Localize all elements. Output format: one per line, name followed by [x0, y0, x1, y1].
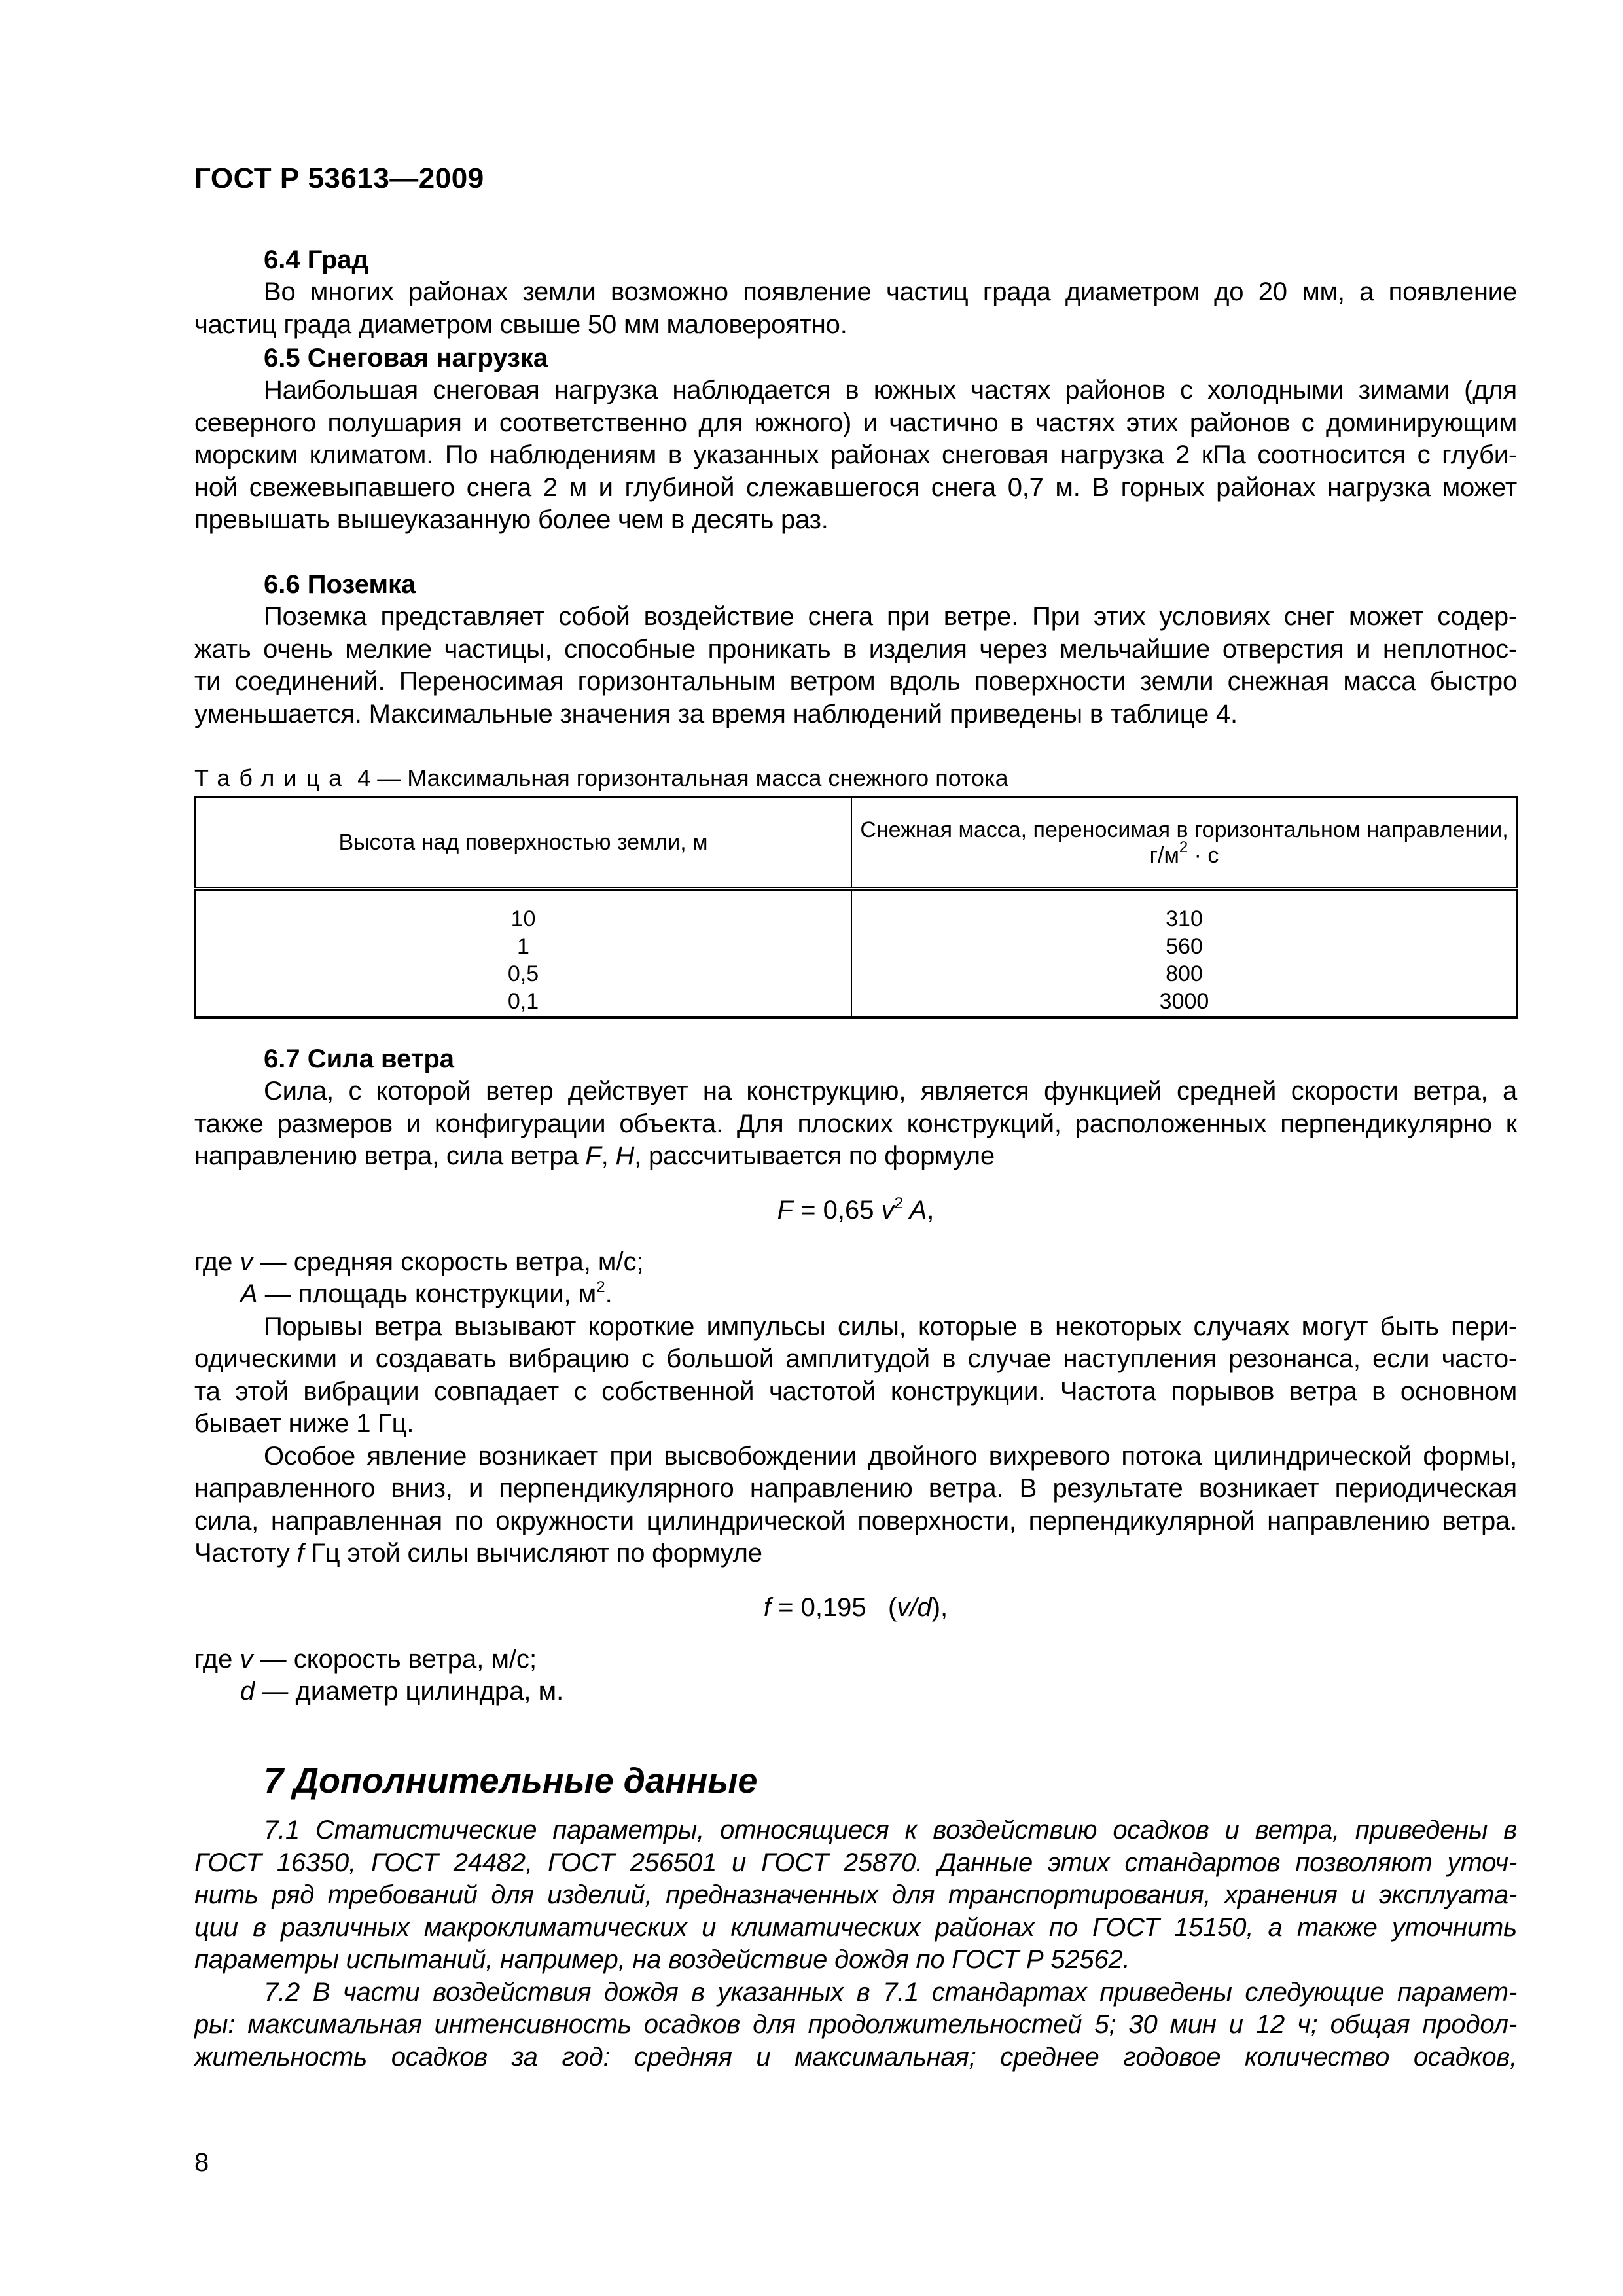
table-cell: 10	[510, 906, 536, 931]
formula-wind-force	[194, 1194, 1517, 1227]
snow-mass-values	[851, 889, 1517, 1018]
variable-v: v	[240, 1644, 253, 1674]
chapter-heading: 7 Дополнительные данные	[264, 1761, 758, 1801]
text-run: направлению ветра, сила ветра	[194, 1141, 586, 1170]
section-6-7	[194, 1043, 1517, 1708]
text-line: Сила, с которой ветер действует на конструкцию, является функцией средней скорости ветра, а	[264, 1077, 1517, 1105]
paragraph	[194, 276, 1517, 341]
variable-F: F	[585, 1141, 601, 1170]
paragraph	[194, 1075, 1517, 1173]
text-line: уменьшается. Максимальные значения за время наблюдений приведены в таблице 4.	[194, 699, 1238, 728]
formula-text: /	[910, 1592, 918, 1622]
paragraph	[194, 1311, 1517, 1441]
section-6-6	[194, 568, 1517, 730]
text-line: 7.1 Статистические параметры, относящиеся к воздействию осадков и ветра, приведены в	[264, 1816, 1517, 1844]
variable-F: F	[777, 1195, 794, 1225]
height-values	[195, 889, 851, 1018]
variable-d: d	[240, 1677, 255, 1706]
variable-f: f	[763, 1592, 771, 1622]
text-line: жительность осадков за год: средняя и максимальная; среднее годовое количество осадков,	[194, 2042, 1517, 2072]
text-run: — диаметр цилиндра, м.	[255, 1677, 564, 1706]
text-line: Особое явление возникает при высвобождении двойного вихревого потока цилиндрической формы,	[264, 1441, 1517, 1471]
text-line: ти соединений. Переносимая горизонтальным ветром вдоль поверхности земли снежная масса быстро	[194, 667, 1517, 696]
table-cell: 800	[1166, 961, 1203, 986]
text-line: Во многих районах земли возможно появление частиц града диаметром до 20 мм, а появление	[264, 278, 1517, 306]
variable-d: d	[917, 1592, 932, 1622]
text-line: частиц града диаметром свыше 50 мм маловероятно.	[194, 310, 847, 339]
text-run: Гц этой силы вычисляют по формуле	[304, 1539, 762, 1568]
formula-text: = 0,65	[793, 1195, 882, 1225]
variable-v: v	[897, 1592, 910, 1622]
text-line: ры: максимальная интенсивность осадков для продолжительностей 5; 30 мин и 12 ч; общая продол-	[194, 2010, 1517, 2039]
paragraph	[194, 1977, 1517, 2074]
table-cell: 3000	[1159, 989, 1209, 1014]
section-heading: 6.5 Снеговая нагрузка	[264, 344, 548, 372]
exponent: 2	[596, 1278, 605, 1296]
table-cell: 560	[1166, 934, 1203, 959]
formula-vortex-frequency	[194, 1591, 1517, 1624]
paragraph	[194, 374, 1517, 537]
variable-A: A	[240, 1280, 258, 1308]
section-heading: 6.7 Сила ветра	[264, 1045, 455, 1073]
variable-A: A	[902, 1195, 927, 1225]
legend-line	[194, 1676, 1517, 1708]
text-line: нить ряд требований для изделий, предназначенных для транспортирования, хранения и эксплуата-	[194, 1880, 1517, 1909]
section-heading: 6.4 Град	[264, 245, 368, 274]
column-header-unit	[1149, 838, 1219, 868]
exponent: 2	[894, 1194, 903, 1212]
variable-f: f	[296, 1539, 304, 1568]
table-header-row	[195, 797, 1517, 889]
legend-line	[194, 1278, 1517, 1311]
text-run: — скорость ветра, м/с;	[253, 1644, 537, 1674]
formula-text: = 0,195 (	[770, 1592, 897, 1622]
legend-line	[194, 1643, 1517, 1676]
table-body	[195, 889, 1517, 1018]
text-line: ной свежевыпавшего снега 2 м и глубиной слежавшегося снега 0,7 м. В горных районах нагрузка может	[194, 473, 1517, 502]
table-4	[194, 796, 1518, 1019]
section-heading: 6.6 Поземка	[264, 570, 416, 599]
text-line: сила, направленная по окружности цилиндрической поверхности, перпендикулярной направлению ветра.	[194, 1506, 1517, 1535]
text-run: — средняя скорость ветра, м/с;	[253, 1247, 644, 1276]
legend-line	[194, 1246, 1517, 1279]
text-line: ГОСТ 16350, ГОСТ 24482, ГОСТ 256501 и ГОСТ 25870. Данные этих стандартов позволяют уточ-	[194, 1848, 1517, 1877]
variable-v: v	[240, 1247, 253, 1276]
column-header-text: Снежная масса, переносимая в горизонтальном направлении,	[860, 817, 1508, 842]
variable-v: v	[881, 1195, 895, 1225]
unit-H: Н	[615, 1141, 635, 1170]
paragraph	[194, 1814, 1517, 1977]
table-cell: 1	[517, 934, 529, 959]
text-line: одическими и создавать вибрацию с большой амплитудой в случае наступления резонанса, если часто-	[194, 1344, 1517, 1373]
text-line: превышать вышеуказанную более чем в десять раз.	[194, 505, 829, 534]
unit-text: · с	[1188, 842, 1219, 868]
column-header-height: Высота над поверхностью земли, м	[195, 797, 851, 889]
table-cell: 0,5	[507, 961, 539, 986]
unit-exponent: 2	[1179, 838, 1188, 856]
paragraph	[194, 1441, 1517, 1570]
text-line: жать очень мелкие частицы, способные проникать в изделия через мельчайшие отверстия и неплотнос-	[194, 634, 1517, 664]
section-7	[194, 1814, 1517, 2073]
text-run: .	[605, 1280, 613, 1308]
text-line: также размеров и конфигурации объекта. Для плоских конструкций, расположенных перпендикулярно к	[194, 1109, 1517, 1138]
text-line: ции в различных макроклиматических и климатических районах по ГОСТ 15150, а также уточнить	[194, 1912, 1517, 1942]
text-line: северного полушария и соответственно для южного) и частично в частях этих районов с доминирующим	[194, 408, 1517, 437]
section-6-5	[194, 342, 1517, 537]
text-line: та этой вибрации совпадает с собственной частотой конструкции. Частота порывов ветра в основном	[194, 1376, 1517, 1406]
text-line: Наибольшая снеговая нагрузка наблюдается в южных частях районов с холодными зимами (для	[264, 376, 1517, 404]
text-run: Частоту	[194, 1539, 297, 1568]
text-line: морским климатом. По наблюдениям в указанных районах снеговая нагрузка 2 кПа соотносится с глуби-	[194, 440, 1517, 469]
section-6-4	[194, 243, 1517, 341]
text-run: где	[194, 1644, 240, 1674]
text-run: ,	[601, 1141, 616, 1170]
table-caption-text: 4 — Максимальная горизонтальная масса снежного потока	[357, 764, 1008, 791]
page-number: 8	[194, 2148, 209, 2177]
unit-text: г/м	[1149, 842, 1179, 868]
formula-text: ),	[931, 1592, 948, 1622]
text-line: 7.2 В части воздействия дождя в указанных в 7.1 стандартах приведены следующие парамет-	[264, 1977, 1517, 2007]
text-line: направленного вниз, и перпендикулярного направлению ветра. В результате возникает периодическая	[194, 1474, 1517, 1503]
text-line: параметры испытаний, например, на воздействие дождя по ГОСТ Р 52562.	[194, 1945, 1130, 1974]
table-caption	[194, 764, 1008, 792]
text-line: Поземка представляет собой воздействие снега при ветре. При этих условиях снег может содер-	[264, 602, 1517, 631]
text-line	[194, 1537, 1517, 1570]
document-header: ГОСТ Р 53613—2009	[194, 162, 484, 194]
table-cell: 0,1	[507, 989, 539, 1014]
formula-legend	[194, 1643, 1517, 1708]
column-header-snow-mass	[851, 797, 1517, 889]
text-run: — площадь конструкции, м	[257, 1280, 597, 1308]
formula-text: ,	[927, 1195, 935, 1225]
text-line: Порывы ветра вызывают короткие импульсы силы, которые в некоторых случаях могут быть пери-	[264, 1312, 1517, 1341]
formula-legend	[194, 1246, 1517, 1311]
table-caption-label: Таблица	[194, 764, 351, 791]
text-line	[194, 1140, 1517, 1173]
text-run: где	[194, 1247, 240, 1276]
text-line: бывает ниже 1 Гц.	[194, 1409, 414, 1438]
text-run: , рассчитывается по формуле	[634, 1141, 995, 1170]
table-cell: 310	[1166, 906, 1203, 931]
paragraph	[194, 601, 1517, 730]
